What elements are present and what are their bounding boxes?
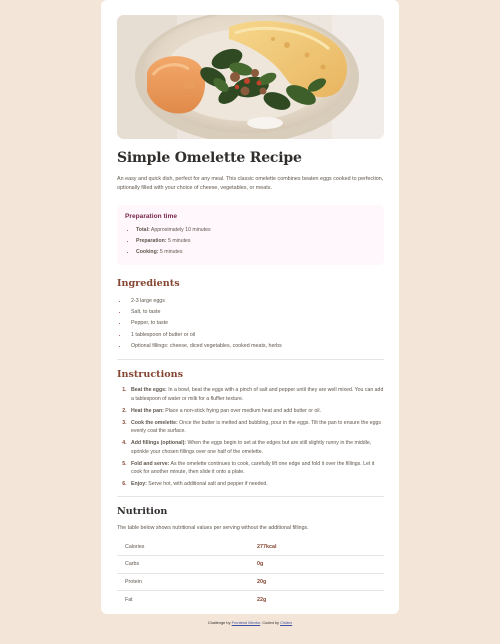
list-item — [128, 480, 384, 489]
table-row — [117, 556, 384, 573]
step-text: Place a non-stick frying pan over medium heat and add butter or oil. — [163, 407, 322, 414]
list-item — [128, 386, 384, 403]
frontend-mentor-link[interactable]: Frontend Mentor — [231, 620, 261, 625]
ingredients-section — [117, 278, 384, 352]
nutrition-key: Protein — [125, 578, 142, 585]
divider — [117, 496, 384, 497]
list-item: • Pepper, to taste — [128, 318, 384, 329]
nutrition-key: Carbs — [125, 561, 140, 568]
attribution-footer — [0, 620, 500, 625]
footer-prefix: Challenge by — [207, 620, 232, 625]
author-link[interactable]: Chidex — [280, 620, 293, 625]
list-item-text: 5 minutes — [166, 238, 191, 244]
list-item — [136, 236, 376, 247]
table-row — [117, 574, 384, 591]
recipe-intro: An easy and quick dish, perfect for any meal. This classic omelette combines beaten eggs cooked to perfection, optionally filled with your choice of cheese, vegetables, or meats. — [117, 176, 384, 191]
ingredients-list — [117, 296, 384, 352]
nutrition-key: Fat — [125, 596, 133, 603]
nutrition-intro: The table below shows nutritional values per serving without the additional fillings. — [117, 524, 309, 531]
step-label: Beat the eggs: — [131, 387, 167, 394]
recipe-content — [117, 150, 384, 608]
footer-middle: . Coded by — [260, 620, 281, 625]
list-item — [136, 247, 376, 258]
step-text: As the omelette continues to cook, carefully lift one edge and fold it over the fillings. Let it cook for another minute, then slide it onto a plate. — [131, 460, 375, 476]
list-item: • Salt, to taste — [128, 307, 384, 318]
nutrition-table — [117, 539, 384, 609]
list-item-label: Total: — [136, 227, 150, 233]
nutrition-section — [117, 506, 384, 609]
list-item: • 1 tablespoon of butter or oil — [128, 330, 384, 341]
step-text: In a bowl, beat the eggs with a pinch of salt and pepper until they are well mixed. You can add a tablespoon of water or milk for a fluffier texture. — [131, 387, 384, 402]
list-item — [136, 225, 376, 236]
step-label: Heat the pan: — [131, 407, 164, 414]
step-label: Cook the omelette: — [131, 419, 178, 426]
step-text: When the eggs begin to set at the edges but are still slightly runny in the middle, sprinkle your chosen fillings over one half of the omelette. — [131, 440, 372, 455]
list-item-label: Preparation: — [136, 238, 167, 244]
list-item: • Optional fillings: cheese, diced vegetables, cooked meats, herbs — [128, 341, 384, 352]
ingredients-title: Ingredients — [117, 278, 180, 289]
table-row — [117, 591, 384, 608]
list-item-label: Cooking: — [136, 249, 159, 255]
preparation-title: Preparation time — [125, 213, 178, 220]
nutrition-value: 0g — [257, 561, 264, 568]
table-row — [117, 539, 384, 556]
preparation-list — [125, 225, 376, 258]
omelette-photo-illustration — [117, 15, 384, 139]
step-label: Add fillings (optional): — [131, 440, 187, 447]
instructions-section — [117, 369, 384, 489]
page-title: Simple Omelette Recipe — [117, 150, 302, 166]
list-item — [128, 439, 384, 456]
step-text: Serve hot, with additional salt and pepper if needed. — [146, 481, 268, 488]
nutrition-key: Calories — [125, 544, 145, 551]
list-item — [128, 419, 384, 436]
nutrition-value: 20g — [257, 578, 267, 585]
instructions-list — [117, 386, 384, 489]
hero-image — [117, 15, 384, 139]
instructions-title: Instructions — [117, 369, 184, 381]
step-text: Once the butter is melted and bubbling, pour in the eggs. Tilt the pan to ensure the eggs evenly coat the surface. — [131, 419, 382, 435]
list-item-text: Approximately 10 minutes — [149, 227, 211, 233]
step-label: Fold and serve: — [131, 460, 170, 467]
nutrition-value: 277kcal — [257, 544, 277, 551]
list-item — [128, 460, 384, 477]
nutrition-title: Nutrition — [117, 505, 168, 517]
list-item: • 2-3 large eggs — [128, 296, 384, 307]
divider — [117, 359, 384, 360]
list-item — [128, 407, 384, 416]
nutrition-value: 22g — [257, 596, 267, 603]
list-item-text: 5 minutes — [158, 249, 183, 255]
preparation-box — [117, 205, 384, 265]
step-label: Enjoy: — [131, 481, 147, 488]
